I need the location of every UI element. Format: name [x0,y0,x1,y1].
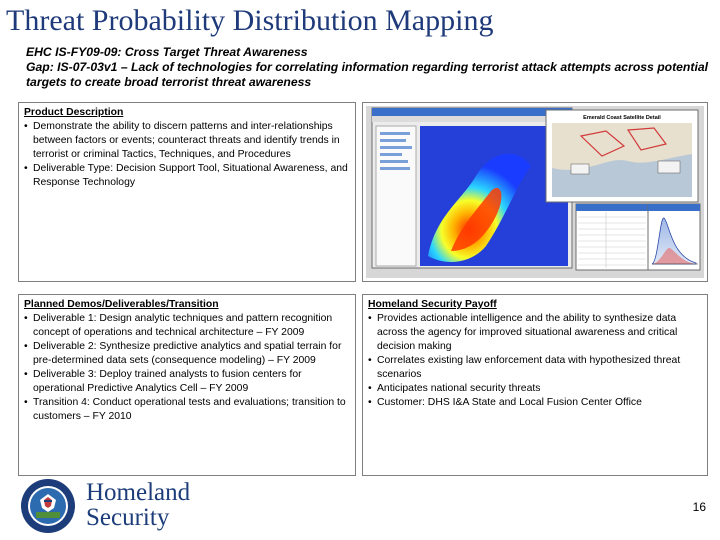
slide-title: Threat Probability Distribution Mapping [6,4,494,37]
list-item: • Transition 4: Conduct operational tests and evaluations; transition to customers – FY 2010 [24,396,350,424]
list-item: • Deliverable 3: Deploy trained analysts to fusion centers for operational Predictive Analytics Cell – FY 2009 [24,368,350,396]
list-item: • Deliverable 2: Synthesize predictive analytics and spatial terrain for pre-determined data sets (consequence modeling) – FY 2009 [24,340,350,368]
wordmark-line-2: Security [86,504,170,531]
list-item: • Anticipates national security threats [368,382,702,396]
homeland-security-payoff-box [362,294,708,476]
planned-demos-heading: Planned Demos/Deliverables/Transition [24,299,219,310]
payoff-heading: Homeland Security Payoff [368,299,497,310]
payoff-list [368,312,702,410]
product-description-list [24,120,350,190]
planned-demos-box [18,294,356,476]
subhead-line-gap: Gap: IS-07-03v1 – Lack of technologies for correlating information regarding terrorist attack attempts across potential targets to create broad terrorist threat awareness [26,60,708,89]
planned-demos-list [24,312,350,424]
dhs-logo [20,478,220,536]
subheading [26,45,716,90]
map-title: Emerald Coast Satellite Detail [583,115,661,121]
dhs-seal-icon [20,478,76,534]
list-item: • Demonstrate the ability to discern patterns and inter-relationships between factors or events; counteract threats and identify trends in terrorist or criminal Tactics, Techniques, and Procedures [24,120,350,162]
software-screenshot [366,106,704,278]
list-item: • Correlates existing law enforcement data with hypothesized threat scenarios [368,354,702,382]
list-item: • Customer: DHS I&A State and Local Fusion Center Office [368,396,702,410]
list-item: • Provides actionable intelligence and the ability to synthesize data across the agency for improved situational awareness and critical decision making [368,312,702,354]
list-item: • Deliverable 1: Design analytic techniques and pattern recognition concept of operations and technical architecture – FY 2009 [24,312,350,340]
product-description-heading: Product Description [24,107,124,118]
subhead-line-program: EHC IS-FY09-09: Cross Target Threat Awareness [26,45,308,59]
product-description-box [18,102,356,282]
page-number: 16 [692,500,706,514]
list-item: • Deliverable Type: Decision Support Tool, Situational Awareness, and Response Technology [24,162,350,190]
wordmark-line-1: Homeland [86,479,191,506]
software-screenshot-box [362,102,708,282]
dhs-wordmark [86,480,190,530]
screenshot-graphic [366,106,704,278]
